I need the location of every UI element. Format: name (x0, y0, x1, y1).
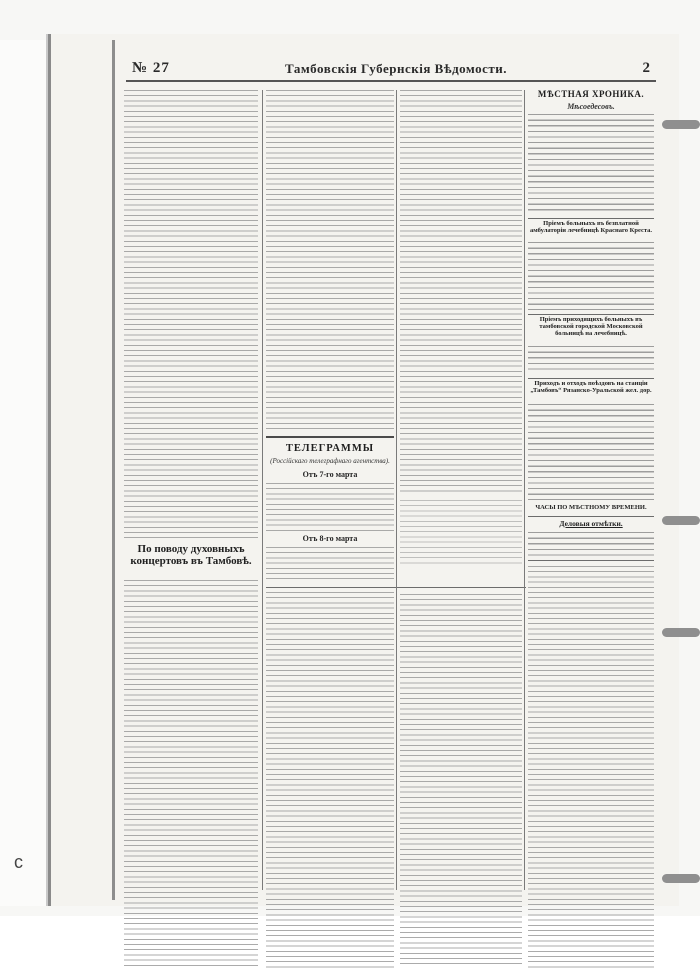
article-text-block (400, 500, 522, 566)
column-divider (262, 90, 263, 890)
inner-page-edge (112, 40, 115, 900)
train-schedule-text (528, 404, 654, 500)
chronicle-title: МѢСТНАЯ ХРОНИКА. (537, 89, 645, 99)
header-rule (126, 80, 656, 82)
telegram-date: Отъ 7-го марта (302, 470, 358, 479)
margin-mark: c (14, 852, 23, 872)
telegram-text (266, 483, 394, 531)
section-rule (528, 314, 654, 315)
article-text-block (528, 566, 654, 970)
hospital-schedule-text (528, 346, 654, 374)
telegram-date: Отъ 8-го марта (302, 534, 358, 543)
column-divider (524, 90, 525, 890)
newspaper-title: Тамбовскiя Губернскiя Вѣдомости. (284, 61, 507, 76)
page-header (126, 58, 658, 80)
binding-tab (662, 120, 700, 129)
issue-number: № 27 (132, 60, 170, 76)
column-divider (396, 90, 397, 890)
telegrams-subtitle: (Россiйскаго телеграфнаго агентства). (270, 457, 390, 465)
section-rule (528, 560, 654, 561)
train-schedule-title: Приходъ и отходъ поѣздовъ на станцiи „Тамбовъ“ Рязанско-Уральской жел. дор. (530, 380, 652, 394)
chronicle-subtitle: Мѣсоедесовъ. (567, 102, 615, 111)
article-text-block (124, 580, 258, 970)
article-text-block (266, 592, 394, 968)
local-time-note: ЧАСЫ ПО МѢСТНОМУ ВРЕМЕНИ. (535, 504, 647, 511)
page-number: 2 (642, 60, 650, 76)
article-text-block (124, 90, 258, 540)
article-text-block (266, 90, 394, 430)
section-rule (266, 436, 394, 438)
clinic-schedule-title: Прiемъ больныхъ въ безплатной амбулаторiи лечебницѣ Краснаго Креста. (529, 220, 653, 234)
hospital-schedule-title: Прiемъ приходящихъ больныхъ въ тамбовской городской Московской больницѣ на лечебницѣ. (539, 316, 643, 337)
section-rule (528, 378, 654, 379)
telegrams-title: ТЕЛЕГРАММЫ (285, 443, 375, 454)
article-text-block (400, 90, 522, 494)
section-rule (528, 516, 654, 517)
chronicle-text (528, 114, 654, 214)
article-title: По поводу духовныхъ концертовъ въ Тамбовѣ. (130, 543, 252, 567)
telegram-text (266, 547, 394, 583)
business-notes-title: Деловыя отмѣтки. (559, 519, 623, 528)
binding-tab (662, 516, 700, 525)
section-rule (528, 218, 654, 219)
binding-tab (662, 628, 700, 637)
binding-tab (662, 874, 700, 883)
business-notes-text (528, 532, 654, 556)
page-fold-margin (0, 40, 48, 906)
article-text-block (400, 594, 522, 968)
clinic-schedule-text (528, 242, 654, 310)
